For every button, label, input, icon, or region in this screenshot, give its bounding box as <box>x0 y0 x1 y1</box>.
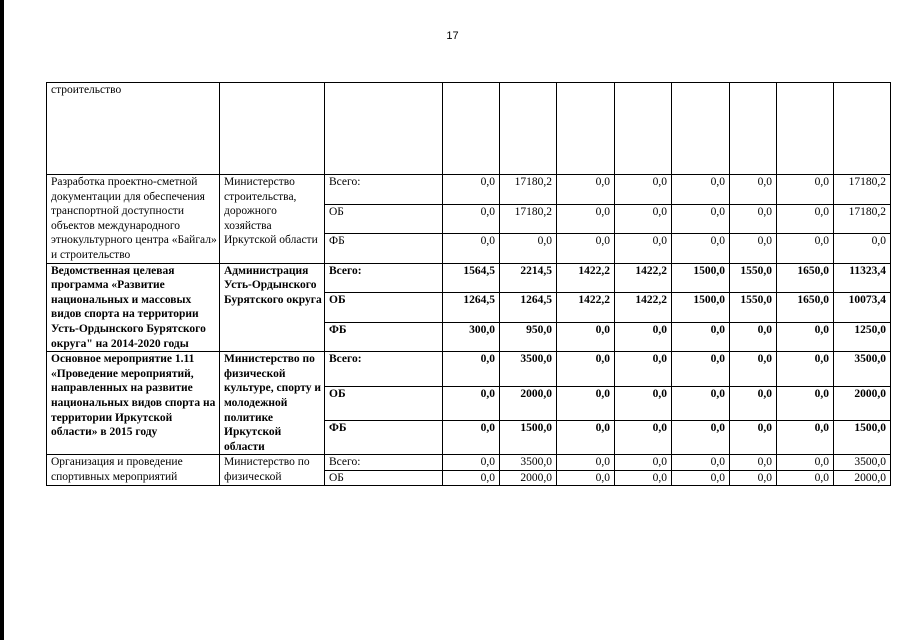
source-cell: ОБ <box>325 293 443 323</box>
value-cell: 0,0 <box>777 234 834 264</box>
value-cell: 0,0 <box>443 455 500 471</box>
value-cell <box>615 83 672 175</box>
description-cell: Организация и проведение спортивных мероприятий <box>47 455 220 486</box>
source-cell: Всего: <box>325 263 443 293</box>
source-cell: ОБ <box>325 386 443 420</box>
value-cell: 0,0 <box>730 234 777 264</box>
table-row <box>47 455 891 471</box>
value-cell: 0,0 <box>443 470 500 486</box>
value-cell: 0,0 <box>443 204 500 234</box>
value-cell <box>557 83 615 175</box>
value-cell: 0,0 <box>615 420 672 454</box>
value-cell: 1422,2 <box>615 293 672 323</box>
value-cell: 0,0 <box>730 204 777 234</box>
value-cell <box>834 83 891 175</box>
value-cell: 1564,5 <box>443 263 500 293</box>
value-cell: 0,0 <box>672 352 730 386</box>
value-cell <box>672 83 730 175</box>
value-cell: 0,0 <box>443 386 500 420</box>
value-cell: 17180,2 <box>834 175 891 205</box>
source-cell: Всего: <box>325 175 443 205</box>
value-cell: 11323,4 <box>834 263 891 293</box>
value-cell: 1264,5 <box>500 293 557 323</box>
table-row <box>47 83 891 175</box>
executor-cell: Министерство строительства, дорожного хозяйства Иркутской области <box>220 175 325 264</box>
value-cell: 0,0 <box>777 386 834 420</box>
source-cell: Всего: <box>325 455 443 471</box>
value-cell: 2000,0 <box>500 470 557 486</box>
value-cell: 0,0 <box>672 322 730 352</box>
value-cell: 0,0 <box>777 420 834 454</box>
table-row <box>47 263 891 293</box>
value-cell: 1422,2 <box>557 293 615 323</box>
value-cell: 0,0 <box>672 234 730 264</box>
description-cell: Ведомственная целевая программа «Развитие национальных и массовых видов спорта на территории Усть-Ордынского Бурятского округа" на 2014-2020 годы <box>47 263 220 352</box>
value-cell: 0,0 <box>672 470 730 486</box>
value-cell: 3500,0 <box>834 455 891 471</box>
value-cell: 0,0 <box>730 386 777 420</box>
value-cell: 0,0 <box>730 470 777 486</box>
table-body <box>47 83 891 486</box>
value-cell: 0,0 <box>672 175 730 205</box>
value-cell: 1422,2 <box>557 263 615 293</box>
description-cell: строительство <box>47 83 220 175</box>
executor-cell: Министерство по физической культуре, спорту и молодежной политике Иркутской области <box>220 352 325 455</box>
value-cell: 0,0 <box>500 234 557 264</box>
value-cell: 0,0 <box>443 234 500 264</box>
source-cell: Всего: <box>325 352 443 386</box>
executor-cell: Министерство по физической <box>220 455 325 486</box>
value-cell: 300,0 <box>443 322 500 352</box>
value-cell: 0,0 <box>615 455 672 471</box>
value-cell: 1500,0 <box>500 420 557 454</box>
value-cell: 0,0 <box>557 352 615 386</box>
value-cell: 2214,5 <box>500 263 557 293</box>
value-cell: 0,0 <box>443 420 500 454</box>
value-cell: 0,0 <box>615 386 672 420</box>
scan-left-edge <box>0 0 4 640</box>
value-cell: 1264,5 <box>443 293 500 323</box>
value-cell: 0,0 <box>777 455 834 471</box>
value-cell: 1650,0 <box>777 293 834 323</box>
value-cell: 1650,0 <box>777 263 834 293</box>
value-cell: 0,0 <box>777 470 834 486</box>
value-cell: 0,0 <box>557 386 615 420</box>
description-cell: Основное мероприятие 1.11 «Проведение мероприятий, направленных на развитие национальных видов спорта на территории Иркутской области» в 2015 году <box>47 352 220 455</box>
value-cell: 17180,2 <box>500 204 557 234</box>
value-cell <box>730 83 777 175</box>
value-cell: 0,0 <box>777 322 834 352</box>
value-cell: 0,0 <box>615 204 672 234</box>
value-cell: 2000,0 <box>500 386 557 420</box>
value-cell: 0,0 <box>777 175 834 205</box>
value-cell: 0,0 <box>730 455 777 471</box>
value-cell: 17180,2 <box>834 204 891 234</box>
value-cell <box>777 83 834 175</box>
source-cell: ОБ <box>325 204 443 234</box>
value-cell: 0,0 <box>557 322 615 352</box>
value-cell: 0,0 <box>834 234 891 264</box>
executor-cell: Администрация Усть-Ордынского Бурятского округа <box>220 263 325 352</box>
value-cell: 0,0 <box>615 352 672 386</box>
value-cell: 0,0 <box>615 322 672 352</box>
value-cell: 1550,0 <box>730 263 777 293</box>
value-cell: 2000,0 <box>834 386 891 420</box>
value-cell <box>500 83 557 175</box>
value-cell: 3500,0 <box>834 352 891 386</box>
source-cell <box>325 83 443 175</box>
value-cell: 0,0 <box>730 175 777 205</box>
value-cell: 0,0 <box>557 455 615 471</box>
value-cell: 0,0 <box>672 455 730 471</box>
value-cell: 1500,0 <box>834 420 891 454</box>
value-cell: 950,0 <box>500 322 557 352</box>
value-cell: 0,0 <box>672 204 730 234</box>
table-row <box>47 175 891 205</box>
value-cell: 0,0 <box>730 322 777 352</box>
value-cell: 17180,2 <box>500 175 557 205</box>
page-number: 17 <box>446 30 459 42</box>
value-cell: 0,0 <box>730 352 777 386</box>
value-cell: 3500,0 <box>500 455 557 471</box>
value-cell: 0,0 <box>443 175 500 205</box>
value-cell: 1500,0 <box>672 293 730 323</box>
value-cell: 0,0 <box>777 352 834 386</box>
value-cell: 0,0 <box>672 420 730 454</box>
value-cell: 0,0 <box>615 175 672 205</box>
value-cell: 0,0 <box>615 234 672 264</box>
value-cell: 0,0 <box>557 175 615 205</box>
value-cell: 0,0 <box>730 420 777 454</box>
value-cell: 1422,2 <box>615 263 672 293</box>
value-cell: 0,0 <box>557 234 615 264</box>
source-cell: ФБ <box>325 420 443 454</box>
value-cell: 0,0 <box>615 470 672 486</box>
value-cell: 2000,0 <box>834 470 891 486</box>
value-cell: 3500,0 <box>500 352 557 386</box>
budget-table <box>46 82 891 486</box>
value-cell <box>443 83 500 175</box>
source-cell: ОБ <box>325 470 443 486</box>
value-cell: 1250,0 <box>834 322 891 352</box>
value-cell: 1500,0 <box>672 263 730 293</box>
value-cell: 0,0 <box>557 420 615 454</box>
value-cell: 1550,0 <box>730 293 777 323</box>
source-cell: ФБ <box>325 322 443 352</box>
description-cell: Разработка проектно-сметной документации для обеспечения транспортной доступности объектов международного этнокультурного центра «Байгал» и строительство <box>47 175 220 264</box>
value-cell: 0,0 <box>443 352 500 386</box>
table-row <box>47 352 891 386</box>
value-cell: 10073,4 <box>834 293 891 323</box>
value-cell: 0,0 <box>557 204 615 234</box>
executor-cell <box>220 83 325 175</box>
value-cell: 0,0 <box>557 470 615 486</box>
value-cell: 0,0 <box>777 204 834 234</box>
value-cell: 0,0 <box>672 386 730 420</box>
source-cell: ФБ <box>325 234 443 264</box>
